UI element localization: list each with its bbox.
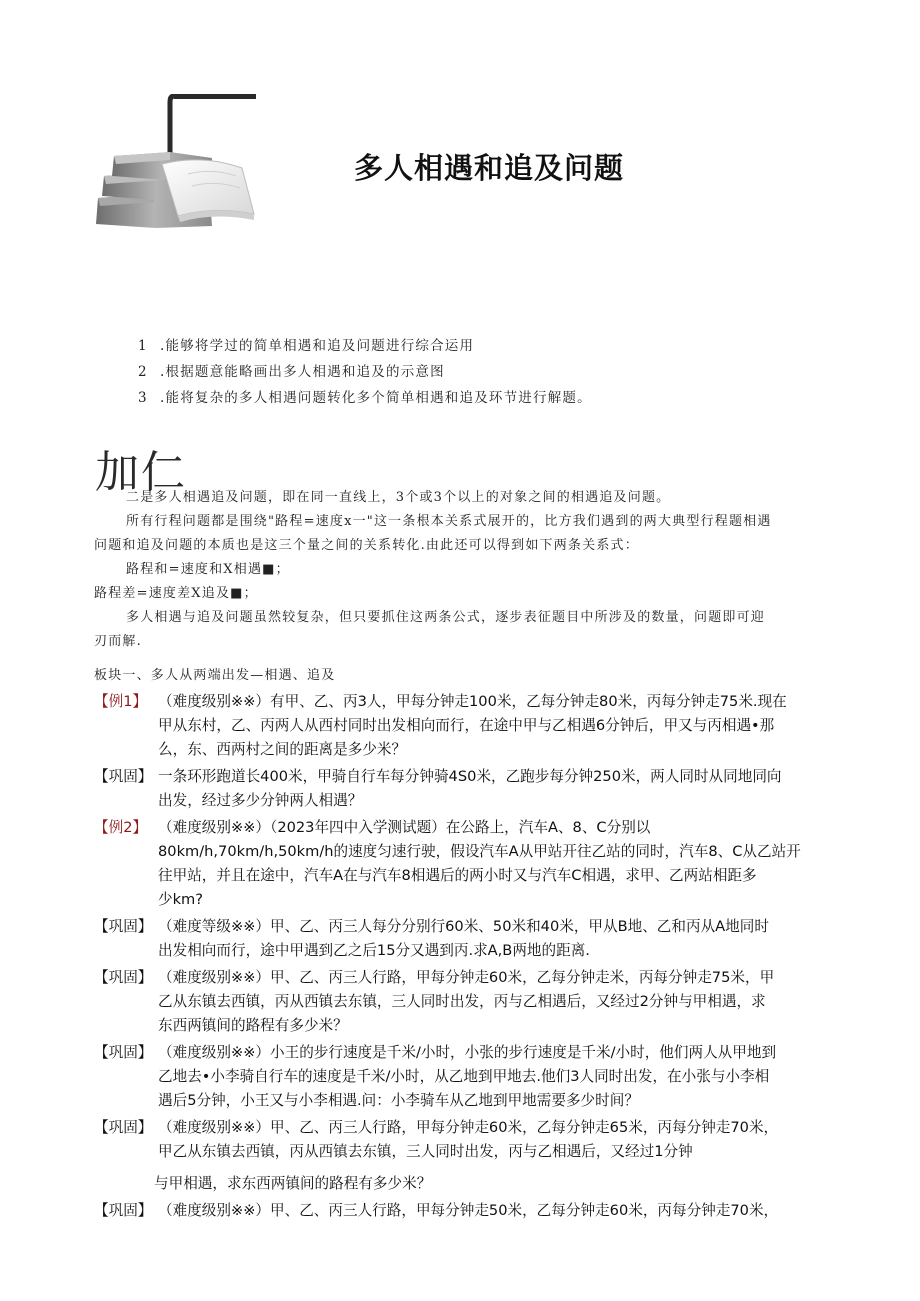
formula-difference: 路程差=速度差X追及■；: [94, 586, 258, 601]
practice-problem: [94, 966, 830, 1038]
learning-objectives: [138, 333, 592, 411]
intro-text: [94, 486, 834, 654]
intro-paragraph: 二是多人相遇追及问题，即在同一直线上，3个或3个以上的对象之间的相遇追及问题。: [126, 490, 671, 505]
problem-tag: 【例2】: [94, 819, 148, 836]
problem-tag: 【巩固】: [94, 1202, 153, 1219]
problem-line: （难度级别※※）甲、乙、丙三人行路，甲每分钟走60米，乙每分钟走米，丙每分钟走75米，甲: [158, 969, 775, 986]
problem-line: （难度级别※※）（2023年四中入学测试题）在公路上，汽车A、8、C分别以: [158, 819, 651, 836]
problem-line: 乙地去•小李骑自行车的速度是千米/小时，从乙地到甲地去.他们3人同时出发，在小张与小李相: [158, 1068, 770, 1085]
intro-paragraph: 问题和追及问题的本质也是这三个量之间的关系转化.由此还可以得到如下两条关系式：: [94, 538, 639, 553]
problem-line: 80km/h,70km/h,50km/h的速度匀速行驶，假设汽车A从甲站开往乙站的同时，汽车8、C从乙站开: [158, 843, 801, 860]
problem-tag: 【巩固】: [94, 768, 153, 785]
problem-tag: 【巩固】: [94, 1119, 153, 1136]
practice-problem: [94, 915, 830, 963]
problem-line: （难度级别※※）有甲、乙、丙3人，甲每分钟走100米，乙每分钟走80米，丙每分钟走75米.现在: [158, 693, 787, 710]
objective-text: .能够将学过的简单相遇和追及问题进行综合运用: [160, 338, 475, 354]
problem-line: 出发相向而行，途中甲遇到乙之后15分又遇到丙.求A,B两地的距离.: [158, 942, 590, 959]
practice-problem: [94, 1041, 830, 1113]
problem-tag: 【例1】: [94, 693, 148, 710]
intro-paragraph: 所有行程问题都是围绕"路程=速度x一"这一条根本关系式展开的，比方我们遇到的两大典型行程题相遇: [126, 514, 772, 529]
problem-line: 甲乙从东镇去西镇，丙从西镇去东镇，三人同时出发，丙与乙相遇后，又经过1分钟: [158, 1143, 693, 1160]
example-problem: [94, 690, 830, 762]
objective-number: 3: [138, 390, 148, 406]
problem-line: 东西两镇间的路程有多少米？: [158, 1017, 348, 1034]
problem-tag: 【巩固】: [94, 969, 153, 986]
problem-tag: 【巩固】: [94, 1044, 153, 1061]
problem-tag: 【巩固】: [94, 918, 153, 935]
problem-line: 少km?: [158, 891, 204, 908]
problem-line: （难度级别※※）甲、乙、丙三人行路，甲每分钟走60米，乙每分钟走65米，丙每分钟走70米，: [158, 1119, 779, 1136]
block-title: 板块一、多人从两端出发—相遇、追及: [94, 668, 336, 683]
problem-list: [94, 690, 830, 1226]
objective-text: .根据题意能略画出多人相遇和追及的示意图: [160, 364, 445, 380]
practice-problem: [94, 1116, 830, 1196]
practice-problem: [94, 765, 830, 813]
practice-problem: [94, 1199, 830, 1223]
problem-line: 甲从东村，乙、丙两人从西村同时出发相向而行，在途中甲与乙相遇6分钟后，甲又与丙相遇•那: [158, 717, 775, 734]
problem-line: （难度等级※※）甲、乙、丙三人每分分别行60米、50米和40米，甲从B地、乙和丙从A地同时: [158, 918, 769, 935]
problem-line: 遇后5分钟，小王又与小李相遇.问：小李骑车从乙地到甲地需要多少时间？: [158, 1092, 639, 1109]
problem-line: 往甲站，并且在途中，汽车A在与汽车8相遇后的两小时又与汽车C相遇，求甲、乙两站相距多: [158, 867, 757, 884]
problem-line: 乙从东镇去西镇，丙从西镇去东镇，三人同时出发，丙与乙相遇后，又经过2分钟与甲相遇，求: [158, 993, 766, 1010]
problem-line: （难度级别※※）小王的步行速度是千米/小时，小张的步行速度是千米/小时，他们两人从甲地到: [158, 1044, 777, 1061]
objective-number: 1: [138, 338, 148, 354]
problem-line: （难度级别※※）甲、乙、丙三人行路，甲每分钟走50米，乙每分钟走60米，丙每分钟走70米，: [158, 1202, 779, 1219]
intro-paragraph: 多人相遇与追及问题虽然较复杂，但只要抓住这两条公式，逐步表征题目中所涉及的数量，问题即可迎: [126, 610, 766, 625]
section-heading: 加仁: [95, 447, 187, 498]
problem-line: 出发，经过多少分钟两人相遇？: [158, 792, 363, 809]
problem-line: 与甲相遇，求东西两镇间的路程有多少米？: [154, 1175, 432, 1192]
formula-sum: 路程和=速度和X相遇■；: [126, 562, 290, 577]
books-logo-icon: [92, 94, 256, 228]
problem-line: 一条环形跑道长400米，甲骑自行车每分钟骑4S0米，乙跑步每分钟250米，两人同时从同地同向: [158, 768, 782, 785]
objective-item: [138, 359, 592, 385]
objective-item: [138, 333, 592, 359]
intro-paragraph: 刃而解.: [94, 634, 142, 649]
problem-line: 么，东、西两村之间的距离是多少米？: [158, 741, 407, 758]
objective-number: 2: [138, 364, 148, 380]
objective-text: .能将复杂的多人相遇问题转化多个简单相遇和追及环节进行解题。: [160, 390, 592, 406]
example-problem: [94, 816, 830, 912]
page-title: 多人相遇和追及问题: [354, 151, 625, 185]
objective-item: [138, 385, 592, 411]
